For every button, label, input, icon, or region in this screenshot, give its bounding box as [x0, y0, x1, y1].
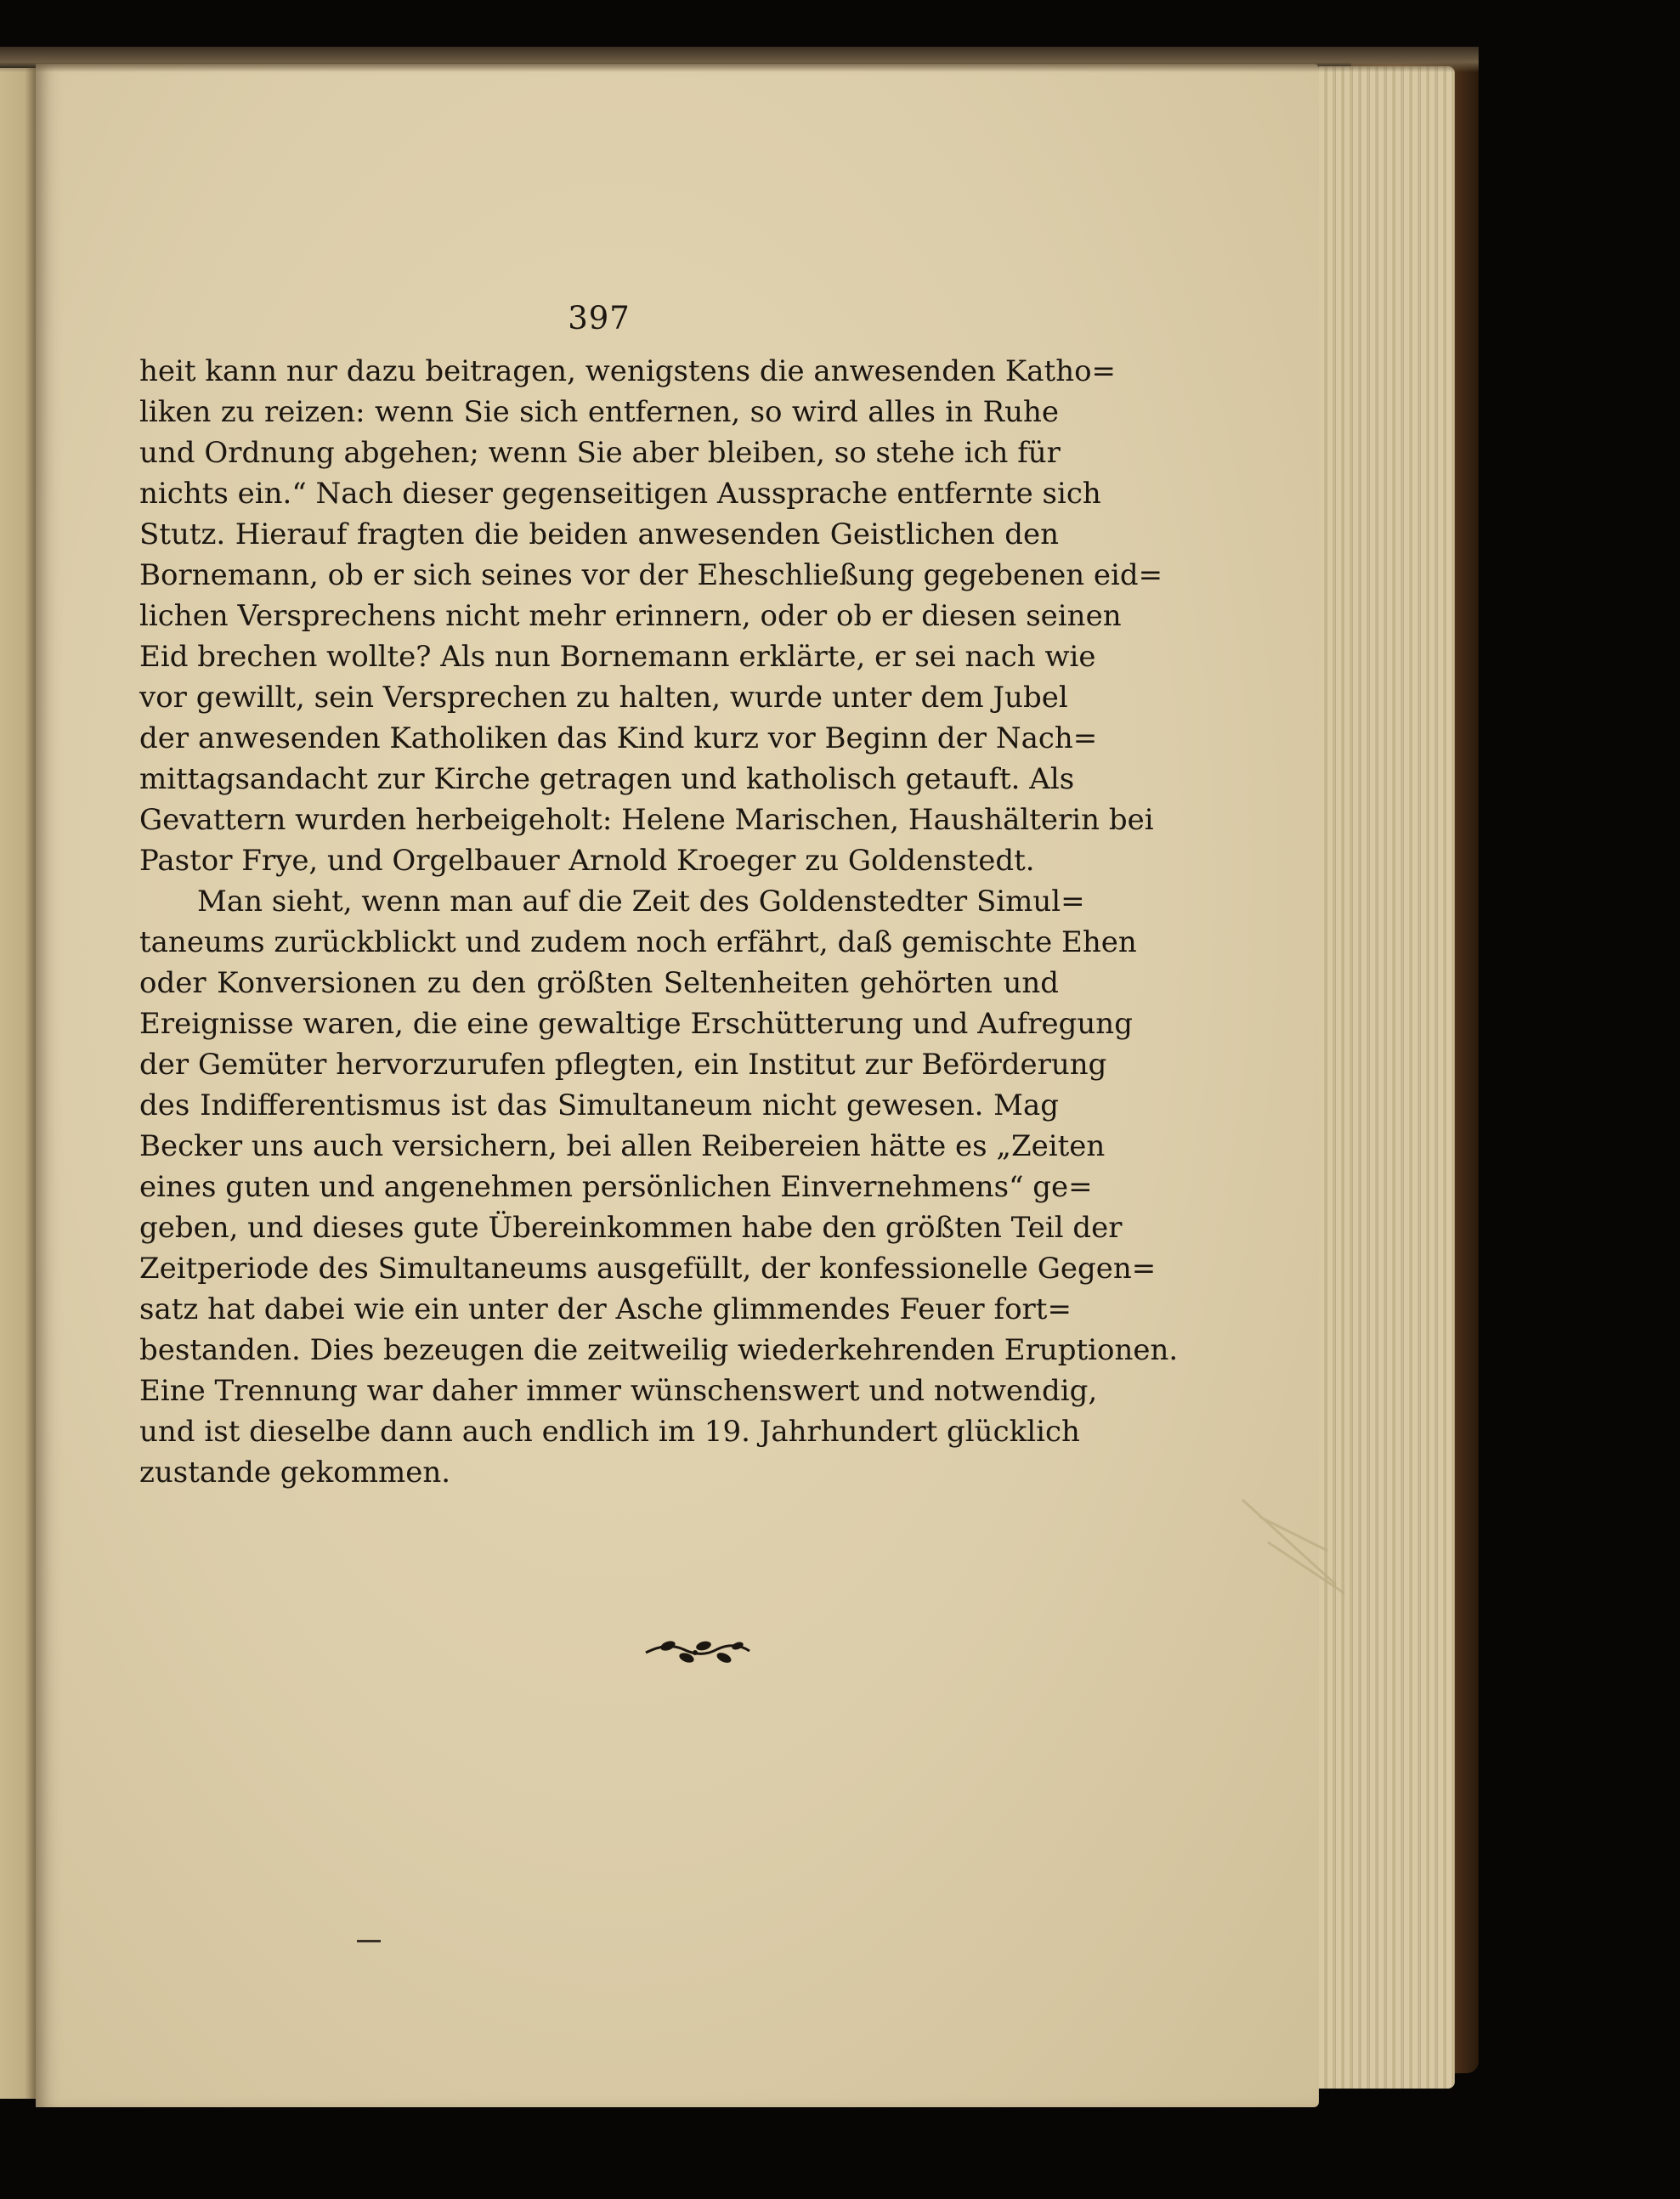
- text-line: und Ordnung abgehen; wenn Sie aber bleiben, so stehe ich für: [139, 436, 1061, 470]
- text-line: geben, und dieses gute Übereinkommen habe den größten Teil der: [139, 1211, 1123, 1245]
- text-line: der Gemüter hervorzurufen pflegten, ein Institut zur Beförderung: [139, 1048, 1107, 1082]
- page-fold-crease: [1234, 1491, 1353, 1602]
- text-line: Eine Trennung war daher immer wünschenswert und notwendig,: [139, 1374, 1098, 1408]
- text-line: liken zu reizen: wenn Sie sich entfernen, so wird alles in Ruhe: [139, 395, 1059, 429]
- text-line: Zeitperiode des Simultaneums ausgefüllt, der konfessionelle Gegen=: [139, 1252, 1157, 1286]
- text-line: Pastor Frye, und Orgelbauer Arnold Kroeger zu Goldenstedt.: [139, 844, 1035, 878]
- text-line: nichts ein.“ Nach dieser gegenseitigen Aussprache entfernte sich: [139, 477, 1101, 511]
- text-line: der anwesenden Katholiken das Kind kurz vor Beginn der Nach=: [139, 721, 1098, 755]
- text-line: oder Konversionen zu den größten Seltenheiten gehörten und: [139, 966, 1059, 1000]
- text-line: Gevattern wurden herbeigeholt: Helene Marischen, Haushälterin bei: [139, 803, 1154, 837]
- text-line: Eid brechen wollte? Als nun Bornemann erklärte, er sei nach wie: [139, 640, 1096, 674]
- text-line: Stutz. Hierauf fragten die beiden anwesenden Geistlichen den: [139, 517, 1059, 551]
- facing-page-edge: [0, 68, 36, 2099]
- text-line: Bornemann, ob er sich seines vor der Eheschließung gegebenen eid=: [139, 558, 1163, 592]
- text-line: satz hat dabei wie ein unter der Asche glimmendes Feuer fort=: [139, 1292, 1072, 1326]
- text-line: vor gewillt, sein Versprechen zu halten, wurde unter dem Jubel: [139, 681, 1068, 715]
- book-page: [36, 64, 1319, 2107]
- text-line: bestanden. Dies bezeugen die zeitweilig wiederkehrenden Eruptionen.: [139, 1333, 1179, 1367]
- text-line: Becker uns auch versichern, bei allen Reibereien hätte es „Zeiten: [139, 1129, 1106, 1163]
- stray-dash-mark: [357, 1940, 381, 1942]
- text-line: zustande gekommen.: [139, 1456, 451, 1490]
- page-stack-edge: [1319, 66, 1455, 2089]
- worn-top-edge: [0, 47, 1479, 72]
- floral-vignette-icon: [642, 1634, 753, 1668]
- text-line: heit kann nur dazu beitragen, wenigstens die anwesenden Katho=: [139, 354, 1117, 388]
- text-line: und ist dieselbe dann auch endlich im 19. Jahrhundert glücklich: [139, 1415, 1080, 1449]
- text-line: eines guten und angenehmen persönlichen Einvernehmens“ ge=: [139, 1170, 1093, 1204]
- text-line: Ereignisse waren, die eine gewaltige Erschütterung und Aufregung: [139, 1007, 1133, 1041]
- text-line: lichen Versprechens nicht mehr erinnern, oder ob er diesen seinen: [139, 599, 1122, 633]
- page-number: 397: [568, 300, 631, 336]
- text-line: Man sieht, wenn man auf die Zeit des Goldenstedter Simul=: [197, 885, 1085, 919]
- text-line: mittagsandacht zur Kirche getragen und katholisch getauft. Als: [139, 762, 1075, 796]
- text-line: des Indifferentismus ist das Simultaneum nicht gewesen. Mag: [139, 1088, 1059, 1122]
- text-line: taneums zurückblickt und zudem noch erfährt, daß gemischte Ehen: [139, 925, 1137, 959]
